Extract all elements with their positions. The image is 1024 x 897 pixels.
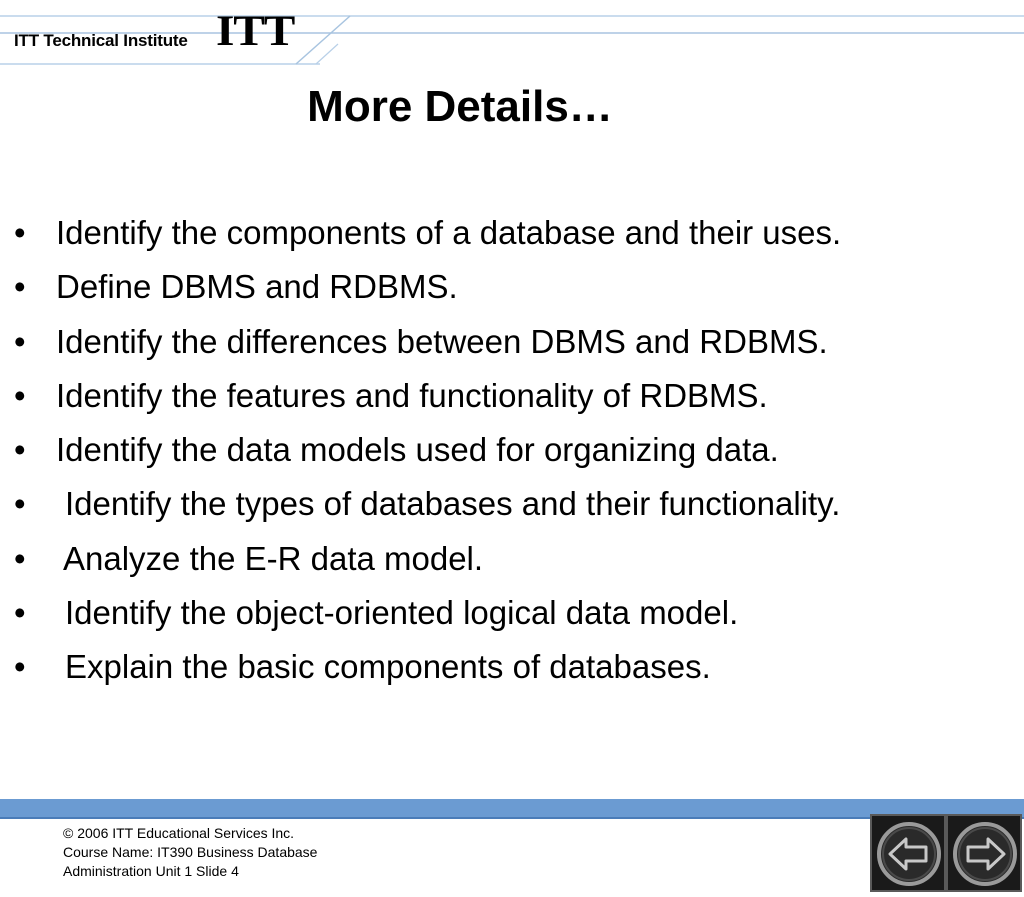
bullet-dot: • [14,322,26,360]
next-slide-button[interactable] [946,814,1022,892]
bullet-dot: • [14,594,26,632]
previous-slide-button[interactable] [870,814,946,892]
bullet-dot: • [14,214,26,251]
bullet-dot: • [14,268,26,306]
list-item-text: Identify the components of a database and their uses. [56,214,842,251]
list-item-text: Analyze the E-R data model. [63,539,484,577]
bullet-dot: • [14,485,26,523]
list-item-text: Identify the object-oriented logical data model. [65,594,739,632]
list-item-text: Define DBMS and RDBMS. [56,268,458,306]
slide-title: More Details… [307,82,613,131]
itt-logo: ITT [216,8,295,55]
course-name-line: Course Name: IT390 Business Database [63,844,318,860]
list-item-text: Identify the features and functionality of RDBMS. [56,376,768,414]
copyright-line: © 2006 ITT Educational Services Inc. [63,825,295,841]
footer-text [63,824,317,881]
list-item-text: Identify the differences between DBMS and RDBMS. [56,322,828,360]
bullet-dot: • [14,376,26,414]
arrow-right-icon [952,821,1018,887]
list-item-text: Explain the basic components of databases. [65,648,711,686]
bullet-dot: • [14,539,26,577]
unit-slide-line: Administration Unit 1 Slide 4 [63,863,239,879]
institute-name: ITT Technical Institute [14,31,188,50]
list-item-text: Identify the data models used for organizing data. [56,431,779,469]
list-item-text: Identify the types of databases and their functionality. [65,485,841,523]
slide-header [0,0,1024,70]
arrow-left-icon [876,821,942,887]
bullet-dot: • [14,431,26,469]
bullet-dot: • [14,648,26,686]
